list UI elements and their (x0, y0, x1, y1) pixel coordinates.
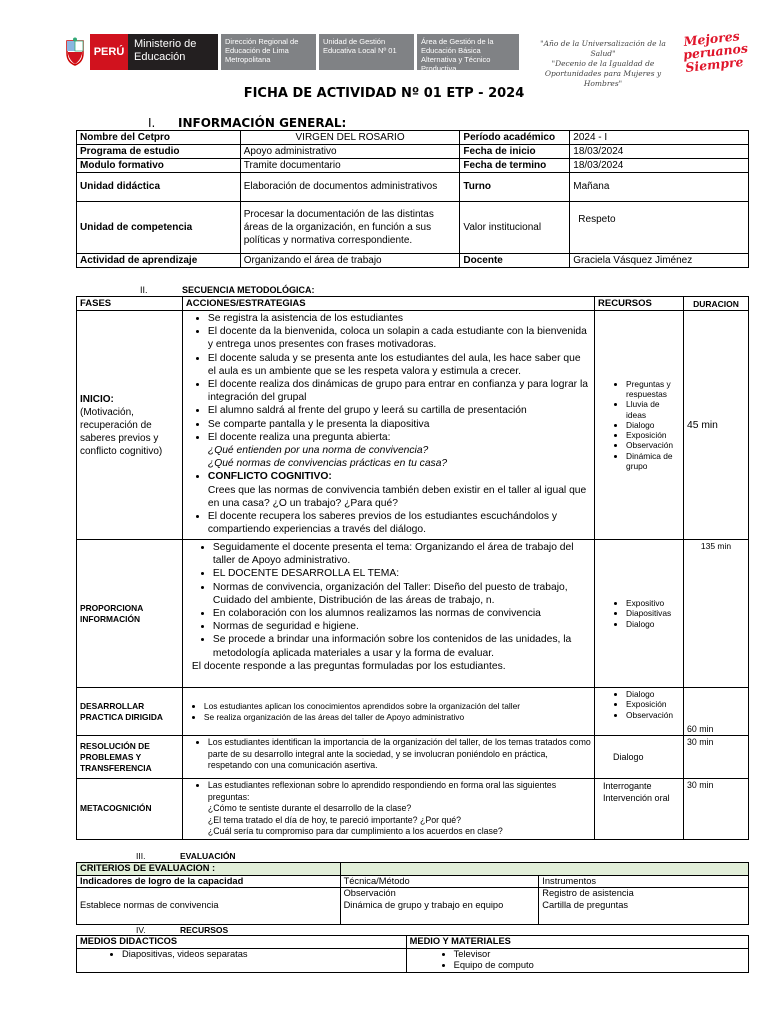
modulo-label: Modulo formativo (77, 159, 241, 173)
methodological-sequence-table (76, 296, 749, 840)
metacognicion-duration: 30 min (684, 779, 749, 840)
resolucion-duration: 30 min (684, 736, 749, 779)
medio-materiales-header: MEDIO Y MATERIALES (406, 936, 748, 949)
inicio-resources (595, 311, 684, 540)
resource-item: • Preguntas y respuestas (626, 379, 680, 400)
resource-item: • Exposición (626, 430, 680, 440)
proporciona-resources (595, 540, 684, 688)
area-label: Área de Gestión de la Educación Básica Alternativa y Técnico Productiva (417, 34, 519, 70)
section-title: RECURSOS (180, 925, 229, 935)
modulo-value: Tramite documentario (240, 159, 460, 173)
unidad-label: Unidad didáctica (77, 173, 241, 202)
question: ¿El tema tratado el día de hoy, te pareció importante? ¿Por qué? (207, 814, 462, 825)
periodo-label: Período académico (460, 131, 570, 145)
competencia-label: Unidad de competencia (77, 202, 241, 254)
unidad-value: Elaboración de documentos administrativos (240, 173, 460, 202)
fecha-termino-value: 18/03/2024 (570, 159, 749, 173)
ugel-label: Unidad de Gestión Educativa Local Nº 01 (319, 34, 414, 70)
criteria-header-fill (340, 863, 748, 876)
instrumento-item: Cartilla de preguntas (542, 899, 629, 910)
question: ¿Cómo te sentiste durante el desarrollo de la clase? (207, 803, 412, 814)
desarrollar-duration: 60 min (684, 688, 749, 736)
resource-item: • Lluvia de ideas (626, 399, 680, 420)
valor-value: Respeto (570, 202, 749, 254)
closing-text: El docente responde a las preguntas formuladas por los estudiantes. (191, 660, 506, 672)
indicador-value: Establece normas de convivencia (77, 888, 341, 925)
open-question-label: • El docente realiza una pregunta abierta: (207, 431, 391, 443)
tecnica-item: Dinámica de grupo y trabajo en equipo (343, 899, 504, 910)
cetpro-value: VIRGEN DEL ROSARIO (240, 131, 460, 145)
list-item (208, 470, 591, 510)
medios-didacticos-header: MEDIOS DIDACTICOS (77, 936, 407, 949)
list-item: • El docente da la bienvenida, coloca un solapin a cada estudiante con la bienvenida y entrega unos presentes con frases motivadoras. (208, 325, 591, 351)
resource-item: • Dinámica de grupo (626, 451, 680, 472)
list-item: • Se comparte pantalla y le presenta la diapositiva (208, 418, 591, 431)
fases-header: FASES (77, 297, 183, 311)
reflection-text: • Las estudiantes reflexionan sobre lo aprendido respondiendo en forma oral las siguientes preguntas: (207, 780, 557, 802)
section-number: II. (140, 285, 148, 295)
desarrollar-row (77, 688, 749, 736)
resolucion-row (77, 736, 749, 779)
mejores-peruanos-logo: Mejores peruanos Siempre (682, 28, 749, 75)
desarrollar-actions (182, 688, 594, 736)
question: ¿Qué normas de convivencias prácticas en tu casa? (207, 458, 448, 470)
list-item: • Normas de seguridad e higiene. (213, 620, 591, 633)
inicio-phase-title: INICIO: (80, 393, 114, 405)
minedu-logo: Ministerio de Educación (128, 34, 218, 70)
metacognicion-resource: Interrogante Intervención oral (595, 779, 684, 840)
indicadores-header: Indicadores de logro de la capacidad (77, 875, 341, 888)
section-1-heading (148, 116, 346, 130)
conflict-text: Crees que las normas de convivencia también deben existir en el taller al igual que en una casa? ¿O un trabajo? ¿Para qué? (207, 484, 587, 509)
competencia-value: Procesar la documentación de las distintas áreas de la organización, en función a sus políticas y normativa correspondiente. (240, 202, 460, 254)
tecnica-item: Observación (343, 888, 396, 898)
resource-item: • Observación (626, 440, 680, 450)
list-item: • El docente recupera los saberes previos de los estudiantes escuchándolos y compartiendo experiencias a través del diálogo. (208, 510, 591, 536)
list-item: • Se registra la asistencia de los estudiantes (208, 312, 591, 325)
metacognicion-row (77, 779, 749, 840)
resource-item: • Dialogo (626, 619, 680, 629)
list-item: • Seguidamente el docente presenta el tema: Organizando el área de trabajo del taller de Apoyo administrativo. (213, 541, 591, 567)
section-title: INFORMACIÓN GENERAL: (178, 116, 347, 130)
recursos-header: RECURSOS (595, 297, 684, 311)
inicio-phase (77, 311, 183, 540)
resource-item: • Dialogo (626, 689, 680, 699)
tecnica-values (340, 888, 539, 925)
header-logos (60, 34, 519, 73)
list-item (208, 431, 591, 471)
list-item: • Diapositivas, videos separatas (122, 949, 260, 961)
inicio-row (77, 311, 749, 540)
resources-table (76, 935, 749, 973)
resource-item: • Exposición (626, 699, 680, 709)
desarrollar-phase: DESARROLLAR PRACTICA DIRIGIDA (77, 688, 183, 736)
list-item: • Normas de convivencia, organización del Taller: Diseño del puesto de trabajo, Cuidado del ambiente, Distribución de las áreas de trabajo, n. (213, 581, 591, 607)
metacognicion-phase: METACOGNICIÓN (77, 779, 183, 840)
desarrollar-resources (595, 688, 684, 736)
acciones-header: ACCIONES/ESTRATEGIAS (182, 297, 594, 311)
motto-line-2: "Decenio de la Igualdad de Oportunidades para Mujeres y Hombres" (544, 59, 662, 88)
instrumento-values (539, 888, 749, 925)
list-item: • Los estudiantes identifican la importancia de la organización del taller, de los temas tratados como parte de su desarrollo integral ante la sociedad, y se involucran poniéndolo en práctica, respetando con una comunicación asertiva. (208, 737, 591, 772)
actividad-label: Actividad de aprendizaje (77, 254, 241, 268)
list-item: • Se realiza organización de las áreas del taller de Apoyo administrativo (204, 712, 591, 722)
instrumentos-header: Instrumentos (539, 875, 749, 888)
dre-label: Dirección Regional de Educación de Lima Metropolitana (221, 34, 316, 70)
duracion-header: DURACION (684, 297, 749, 311)
section-number: IV. (136, 925, 146, 935)
list-item (208, 780, 591, 838)
proporciona-phase: PROPORCIONA INFORMACIÓN (77, 540, 183, 688)
medio-materiales-list (406, 948, 748, 972)
resolucion-resource: Dialogo (595, 736, 684, 779)
resource-item: • Expositivo (626, 598, 680, 608)
resource-item: • Dialogo (626, 420, 680, 430)
evaluation-table (76, 862, 749, 925)
section-title: SECUENCIA METODOLÓGICA: (182, 285, 315, 295)
fecha-termino-label: Fecha de termino (460, 159, 570, 173)
cetpro-label: Nombre del Cetpro (77, 131, 241, 145)
programa-value: Apoyo administrativo (240, 145, 460, 159)
valor-label: Valor institucional (460, 202, 570, 254)
coat-of-arms-icon (60, 34, 90, 70)
actividad-value: Organizando el área de trabajo (240, 254, 460, 268)
docente-value: Graciela Vásquez Jiménez (570, 254, 749, 268)
tecnica-header: Técnica/Método (340, 875, 539, 888)
metacognicion-actions (182, 779, 594, 840)
list-item: • EL DOCENTE DESARROLLA EL TEMA: (213, 567, 591, 580)
proporciona-row (77, 540, 749, 688)
section-number: I. (148, 116, 156, 130)
list-item: • Televisor (454, 949, 745, 961)
peru-logo: PERÚ (90, 34, 128, 70)
fecha-inicio-value: 18/03/2024 (570, 145, 749, 159)
proporciona-duration: 135 min (684, 540, 749, 688)
section-3-heading (136, 851, 236, 861)
turno-value: Mañana (570, 173, 749, 202)
general-info-table (76, 130, 749, 268)
inicio-phase-subtitle: (Motivación, recuperación de saberes previos y conflicto cognitivo) (80, 406, 163, 457)
conflict-label: • CONFLICTO COGNITIVO: (207, 471, 332, 483)
docente-label: Docente (460, 254, 570, 268)
resource-item: • Diapositivas (626, 608, 680, 618)
motto-line-1: "Año de la Universalización de la Salud" (540, 39, 666, 58)
inicio-actions (182, 311, 594, 540)
resolucion-phase: RESOLUCIÓN DE PROBLEMAS Y TRANSFERENCIA (77, 736, 183, 779)
list-item: • Se procede a brindar una información sobre los contenidos de las unidades, la metodología aplicada materiales a usar y la forma de evaluar. (213, 633, 591, 659)
section-2-heading (140, 285, 315, 295)
proporciona-actions (182, 540, 594, 688)
section-title: EVALUACIÓN (180, 851, 236, 861)
turno-label: Turno (460, 173, 570, 202)
programa-label: Programa de estudio (77, 145, 241, 159)
section-number: III. (136, 851, 146, 861)
inicio-duration: 45 min (684, 311, 749, 540)
page-title: FICHA DE ACTIVIDAD Nº 01 ETP - 2024 (243, 86, 525, 101)
year-motto (528, 39, 678, 89)
section-4-heading (136, 925, 228, 935)
instrumento-item: Registro de asistencia (542, 888, 634, 898)
list-item: • Equipo de computo (454, 960, 745, 972)
question: ¿Cuál sería tu compromiso para dar cumplimiento a los acuerdos en clase? (207, 826, 503, 837)
question: ¿Qué entienden por una norma de convivencia? (207, 445, 429, 457)
list-item: • El alumno saldrá al frente del grupo y leerá su cartilla de presentación (208, 404, 591, 417)
resolucion-actions (182, 736, 594, 779)
list-item: • En colaboración con los alumnos realizamos las normas de convivencia (213, 607, 591, 620)
fecha-inicio-label: Fecha de inicio (460, 145, 570, 159)
list-item: • El docente saluda y se presenta ante los estudiantes del aula, les hace saber que el aula es un ambiente que se les respeta valora y estimula a crecer. (208, 352, 591, 378)
periodo-value: 2024 - I (570, 131, 749, 145)
list-item: • El docente realiza dos dinámicas de grupo para entrar en confianza y para lograr la integración del grupal (208, 378, 591, 404)
list-item: • Los estudiantes aplican los conocimientos aprendidos sobre la organización del taller (204, 701, 591, 711)
medios-didacticos-list (77, 948, 407, 972)
criteria-header: CRITERIOS DE EVALUACION : (77, 863, 341, 876)
resource-item: • Observación (626, 710, 680, 720)
